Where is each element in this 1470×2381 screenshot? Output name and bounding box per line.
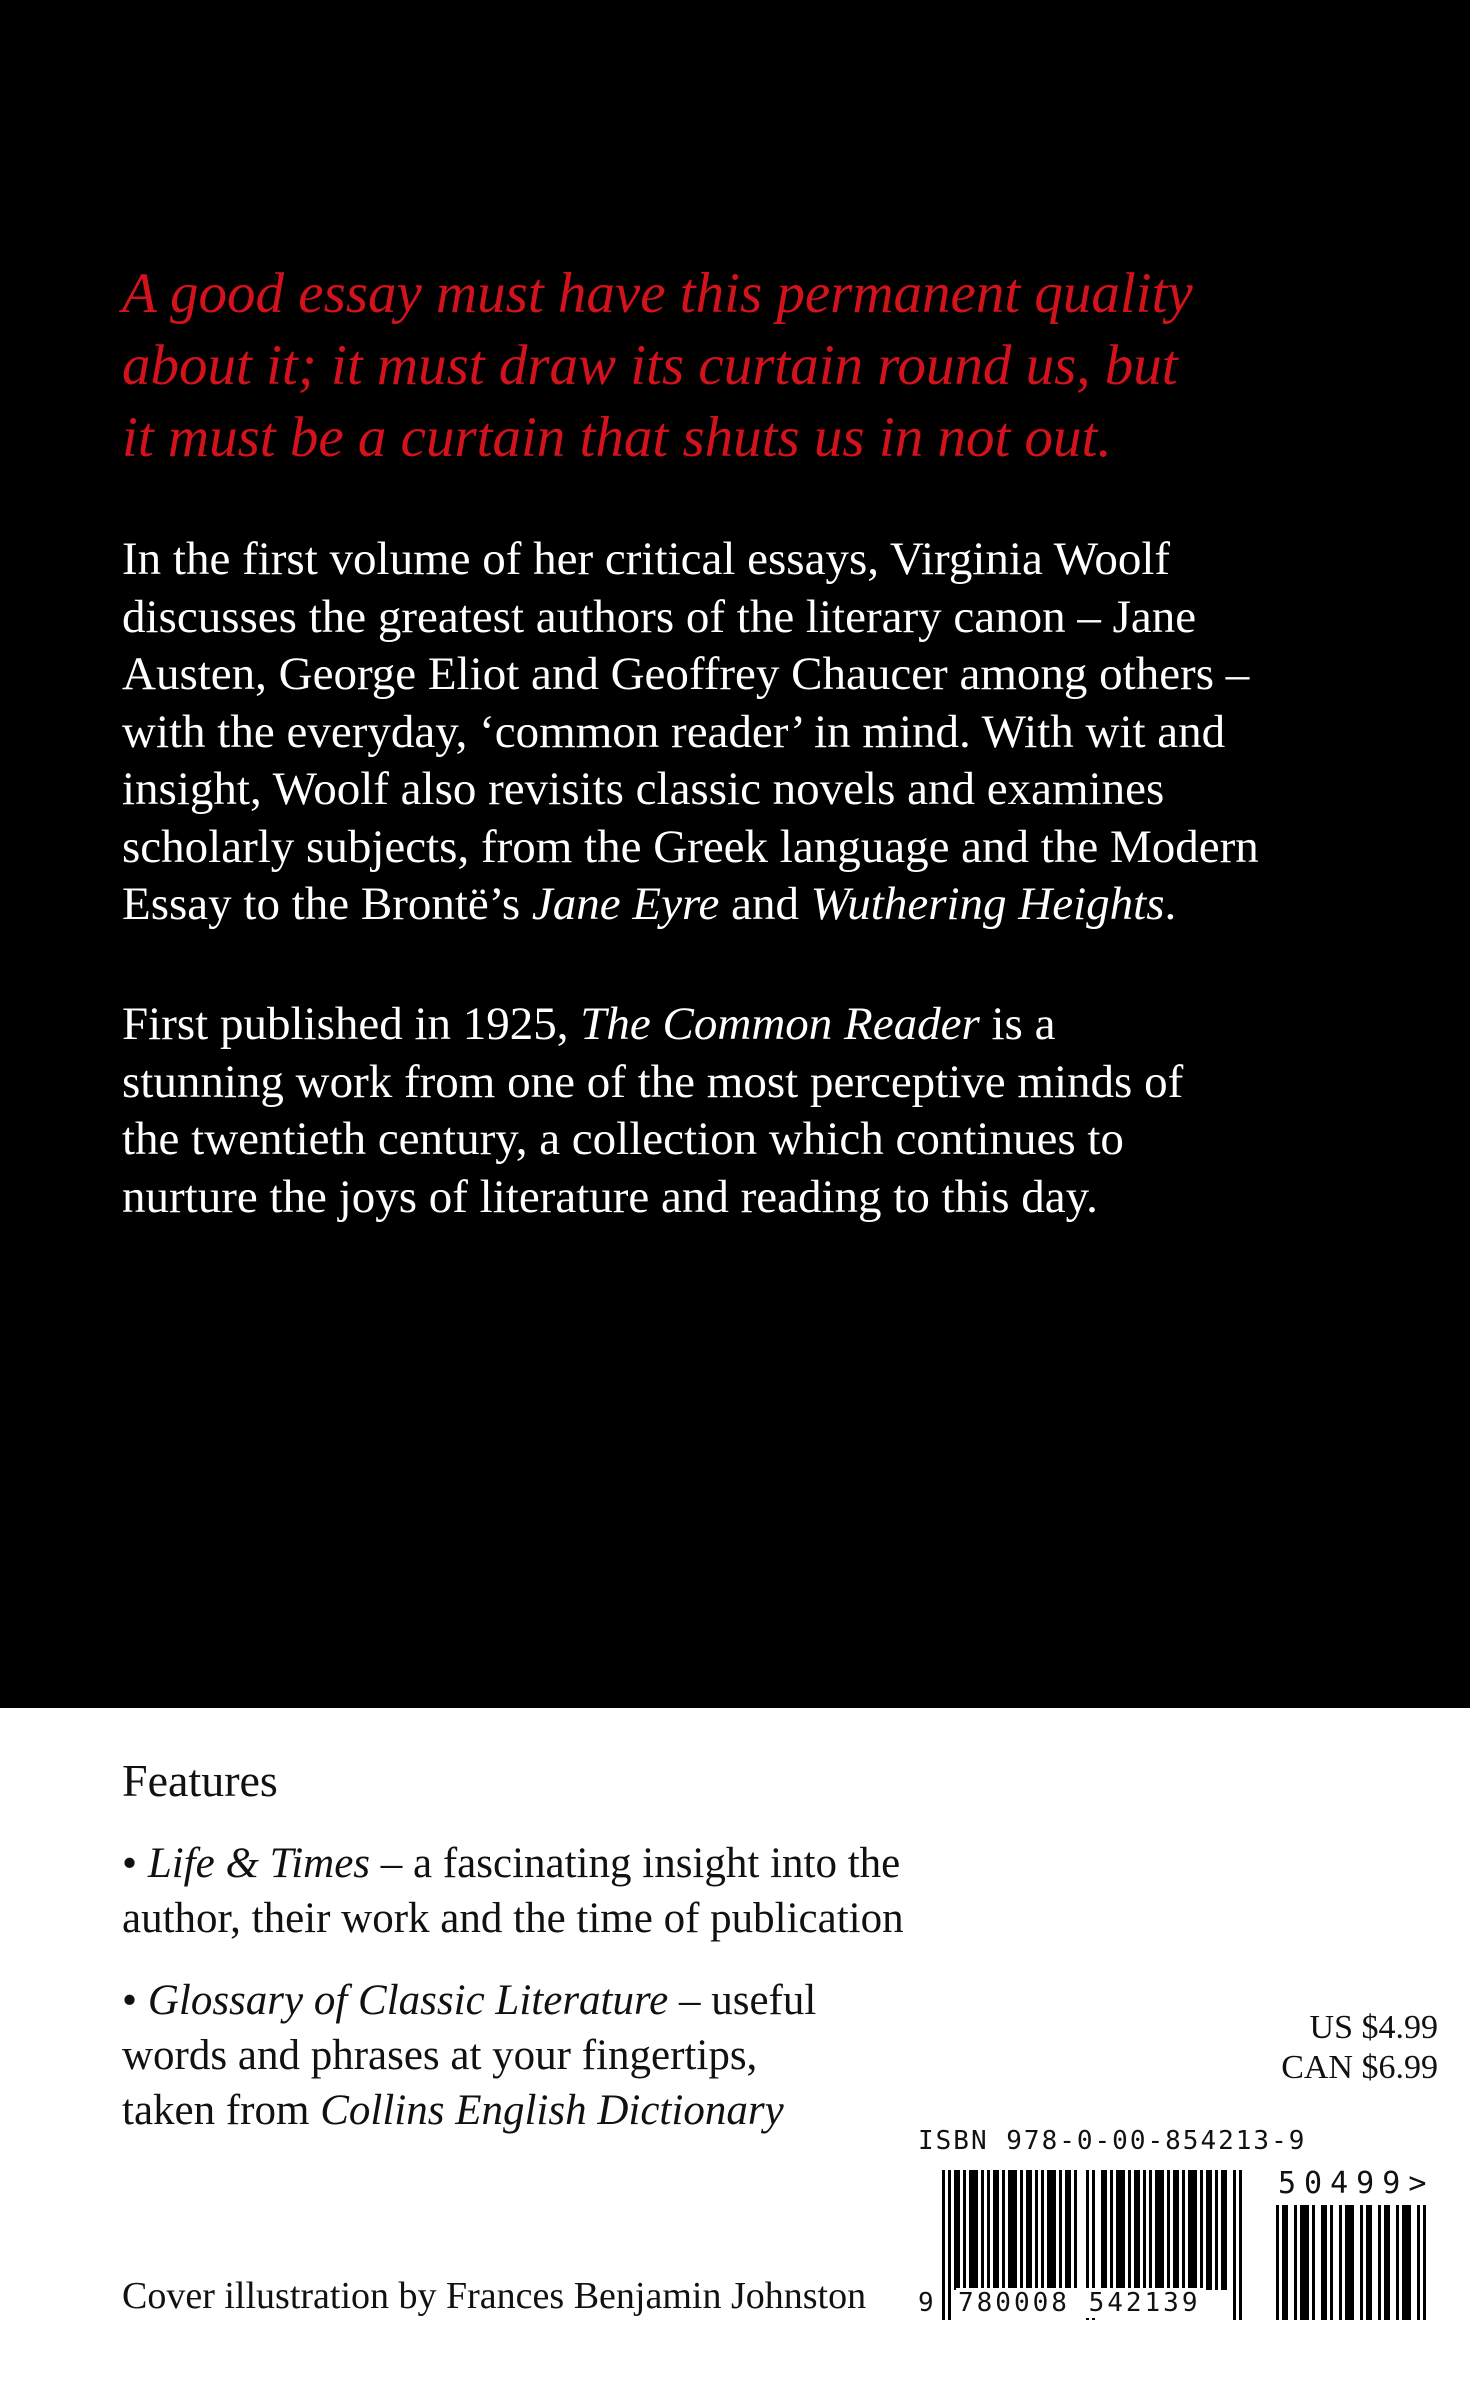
dictionary-title: Collins English Dictionary	[320, 2087, 784, 2134]
description-text: .	[1164, 878, 1177, 930]
feature-name: Life & Times	[147, 1840, 371, 1887]
feature-line	[122, 2083, 982, 2138]
bullet-icon: •	[122, 1977, 138, 2024]
feature-description: – useful	[668, 1977, 817, 2024]
description-line: the twentieth century, a collection which continues to	[122, 1113, 1124, 1165]
feature-line: words and phrases at your fingertips,	[122, 2032, 758, 2079]
features-heading: Features	[122, 1755, 278, 1806]
epigraph-quote	[122, 258, 1352, 474]
feature-item	[122, 1973, 982, 2138]
feature-line: author, their work and the time of publication	[122, 1895, 904, 1942]
description-line: nurture the joys of literature and reading to this day.	[122, 1170, 1098, 1223]
description-line: discusses the greatest authors of the literary canon – Jane	[122, 590, 1197, 643]
description-line: scholarly subjects, from the Greek language and the Modern	[122, 820, 1259, 873]
book-title-jane-eyre: Jane Eyre	[531, 878, 720, 930]
description-line	[122, 996, 1382, 1054]
description-text: and	[719, 878, 811, 930]
addon-number: 50499	[1278, 2166, 1409, 2201]
quote-line: it must be a curtain that shuts us in not out.	[122, 406, 1112, 469]
feature-description: – a fascinating insight into the	[370, 1840, 901, 1887]
description-text: First published in 1925,	[122, 998, 581, 1050]
description-line: In the first volume of her critical essays, Virginia Woolf	[122, 533, 1171, 585]
quote-line: about it; it must draw its curtain round us, but	[122, 334, 1178, 397]
price-can: CAN $6.99	[1281, 2049, 1438, 2086]
price-block	[1281, 2008, 1438, 2088]
description-text: Essay to the Brontë’s	[122, 878, 532, 930]
cover-white-panel	[0, 1708, 1470, 2381]
feature-line	[122, 1836, 982, 1891]
description-paragraph-1	[122, 531, 1382, 934]
barcode-lead-digit: 9	[918, 2288, 934, 2318]
feature-description: taken from	[122, 2087, 321, 2134]
barcode-addon-digits	[1278, 2166, 1434, 2201]
addon-barcode-icon	[1276, 2205, 1426, 2320]
description-line: insight, Woolf also revisits classic novels and examines	[122, 763, 1165, 815]
feature-item	[122, 1836, 982, 1946]
feature-line	[122, 1973, 982, 2028]
isbn-label: ISBN 978-0-00-854213-9	[918, 2126, 1307, 2156]
description-line: with the everyday, ‘common reader’ in mind. With wit and	[122, 705, 1226, 758]
quote-line: A good essay must have this permanent quality	[122, 262, 1193, 325]
book-title-common-reader: The Common Reader	[580, 998, 980, 1050]
price-us: US $4.99	[1309, 2009, 1438, 2046]
description-line	[122, 876, 1382, 934]
feature-name: Glossary of Classic Literature	[147, 1977, 669, 2024]
description-line: Austen, George Eliot and Geoffrey Chaucer among others –	[122, 648, 1250, 700]
description-line: stunning work from one of the most perceptive minds of	[122, 1055, 1184, 1108]
description-paragraph-2	[122, 996, 1382, 1226]
cover-illustration-credit: Cover illustration by Frances Benjamin Johnston	[122, 2275, 867, 2317]
bullet-icon: •	[122, 1840, 138, 1887]
description-text: is a	[979, 998, 1056, 1050]
book-title-wuthering-heights: Wuthering Heights	[810, 878, 1165, 930]
barcode-digits: 780008 542139	[958, 2288, 1201, 2318]
chevron-right-icon: >	[1408, 2166, 1435, 2201]
